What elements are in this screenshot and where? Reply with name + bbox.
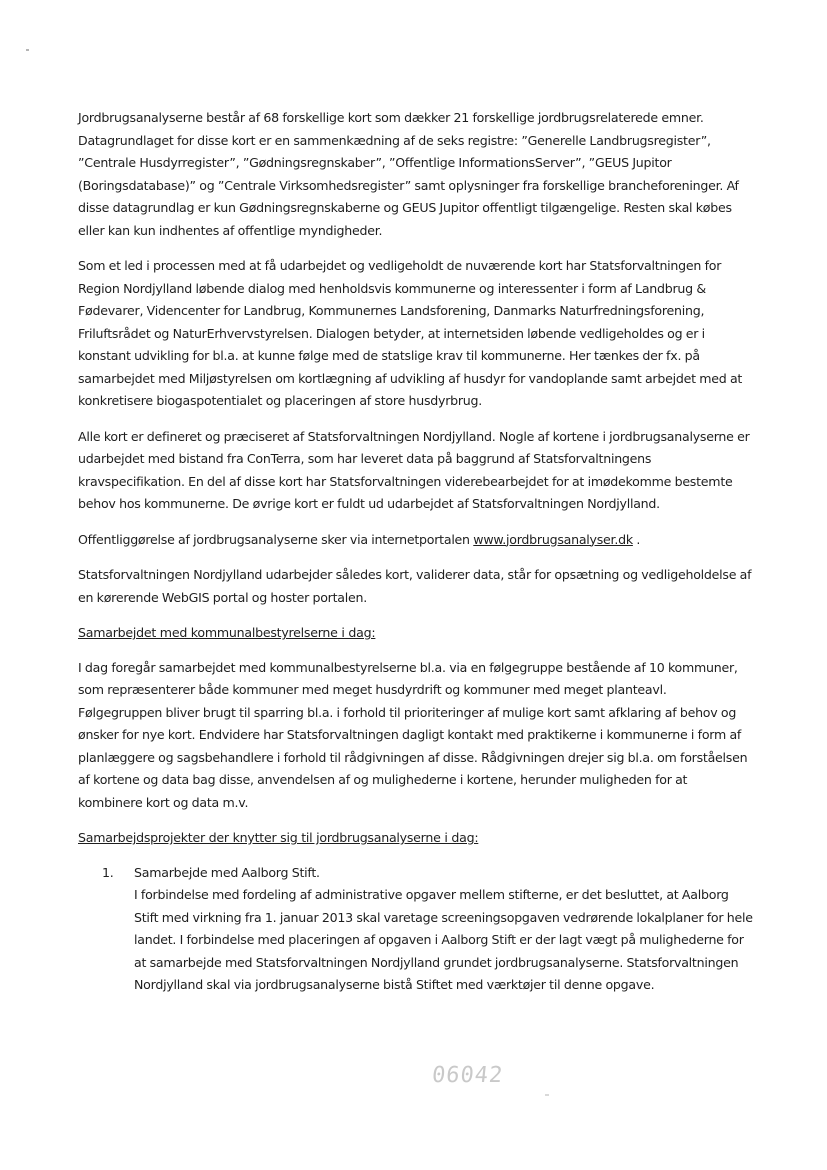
paragraph-dialogue: Som et led i processen med at få udarbejdet og vedligeholdt de nuværende kort har Statsforvaltningen for Region Nordjylland løbende dialog med henholdsvis kommunerne og interessenter i form af Landbrug & Fødevarer, Videncenter for Landbrug, Kommunernes Landsforening, Danmarks Naturfredningsforening, Friluftsrådet og NaturErhvervstyrelsen. Dialogen betyder, at internetsiden løbende vedligeholdes og er i konstant udvikling for bl.a. at kunne følge med de statslige krav til kommunerne. Her tænkes der fx. på samarbejdet med Miljøstyrelsen om kortlægning af udvikling af husdyr for vandoplande samt arbejdet med at konkretisere biogaspotentialet og placeringen af store husdyrbrug. [78, 258, 743, 408]
paragraph-cooperation: I dag foregår samarbejdet med kommunalbestyrelserne bl.a. via en følgegruppe bestående af 10 kommuner, som repræsenterer både kommuner med meget husdyrdrift og kommuner med meget planteavl. Følgegruppen bliver brugt til sparring bl.a. i forhold til prioriteringer af mulige kort samt afklaring af behov og ønsker for nye kort. Endvidere har Statsforvaltningen dagligt kontakt med praktikerne i kommunerne i form af planlæggere og sagsbehandlere i forhold til rådgivningen af disse. Rådgivningen drejer sig bl.a. om forståelsen af kortene og data bag disse, anvendelsen af og mulighederne i kortene, herunder muligheden for at kombinere kort og data m.v. [78, 659, 748, 810]
list-item-title: Samarbejde med Aalborg Stift. [134, 864, 320, 880]
scan-speck [26, 49, 29, 51]
heading-projects: Samarbejdsprojekter der knytter sig til jordbrugsanalyserne i dag: [78, 830, 479, 845]
heading-cooperation: Samarbejdet med kommunalbestyrelserne i dag: [78, 625, 376, 640]
paragraph-publication [78, 529, 754, 552]
list-item-body [116, 862, 754, 997]
list-item-text: I forbindelse med fordeling af administrative opgaver mellem stifterne, er det besluttet, at Aalborg Stift med virkning fra 1. januar 2013 skal varetage screeningsopgaven vedrørende lokalplaner for hele landet. I forbindelse med placeringen af opgaven i Aalborg Stift er der lagt vægt på mulighederne for at samarbejde med Statsforvaltningen Nordjylland grundet jordbrugsanalyserne. Statsforvaltningen Nordjylland skal via jordbrugsanalyserne bistå Stiftet med værktøjer til denne opgave. [134, 887, 753, 992]
list-item [78, 862, 754, 997]
paragraph-map-definition: Alle kort er defineret og præciseret af Statsforvaltningen Nordjylland. Nogle af kortene i jordbrugsanalyserne er udarbejdet med bistand fra ConTerra, som har leveret data på baggrund af Statsforvaltningens kravspecifikation. En del af disse kort har Statsforvaltningen viderebearbejdet for at imødekomme bestemte behov hos kommunerne. De øvrige kort er fuldt ud udarbejdet af Statsforvaltningen Nordjylland. [78, 428, 750, 511]
portal-link[interactable]: www.jordbrugsanalyser.dk [473, 531, 633, 547]
page-stamp: 06042 [430, 1063, 505, 1088]
publication-text: Offentliggørelse af jordbrugsanalyserne sker via internetportalen [78, 531, 470, 547]
projects-list [78, 862, 754, 997]
list-item-number: 1. [102, 864, 114, 880]
paragraph-portal: Statsforvaltningen Nordjylland udarbejder således kort, validerer data, står for opsætning og vedligeholdelse af en kørerende WebGIS portal og hoster portalen. [78, 567, 752, 605]
scan-speck [545, 1094, 549, 1096]
document-body [78, 107, 754, 997]
paragraph-register-overview: Jordbrugsanalyserne består af 68 forskellige kort som dækker 21 forskellige jordbrugsrelaterede emner. Datagrundlaget for disse kort er en sammenkædning af de seks registre: ”Generelle Landbrugsregister”, ”Centrale Husdyrregister”, ”Gødningsregnskaber”, ”Offentlige InformationsServer”, ”GEUS Jupitor (Boringsdatabase)” og ”Centrale Virksomhedsregister” samt oplysninger fra forskellige brancheforeninger. Af disse datagrundlag er kun Gødningsregnskaberne og GEUS Jupitor offentligt tilgængelige. Resten skal købes eller kan kun indhentes af offentlige myndigheder. [78, 110, 739, 238]
publication-end: . [632, 531, 641, 547]
